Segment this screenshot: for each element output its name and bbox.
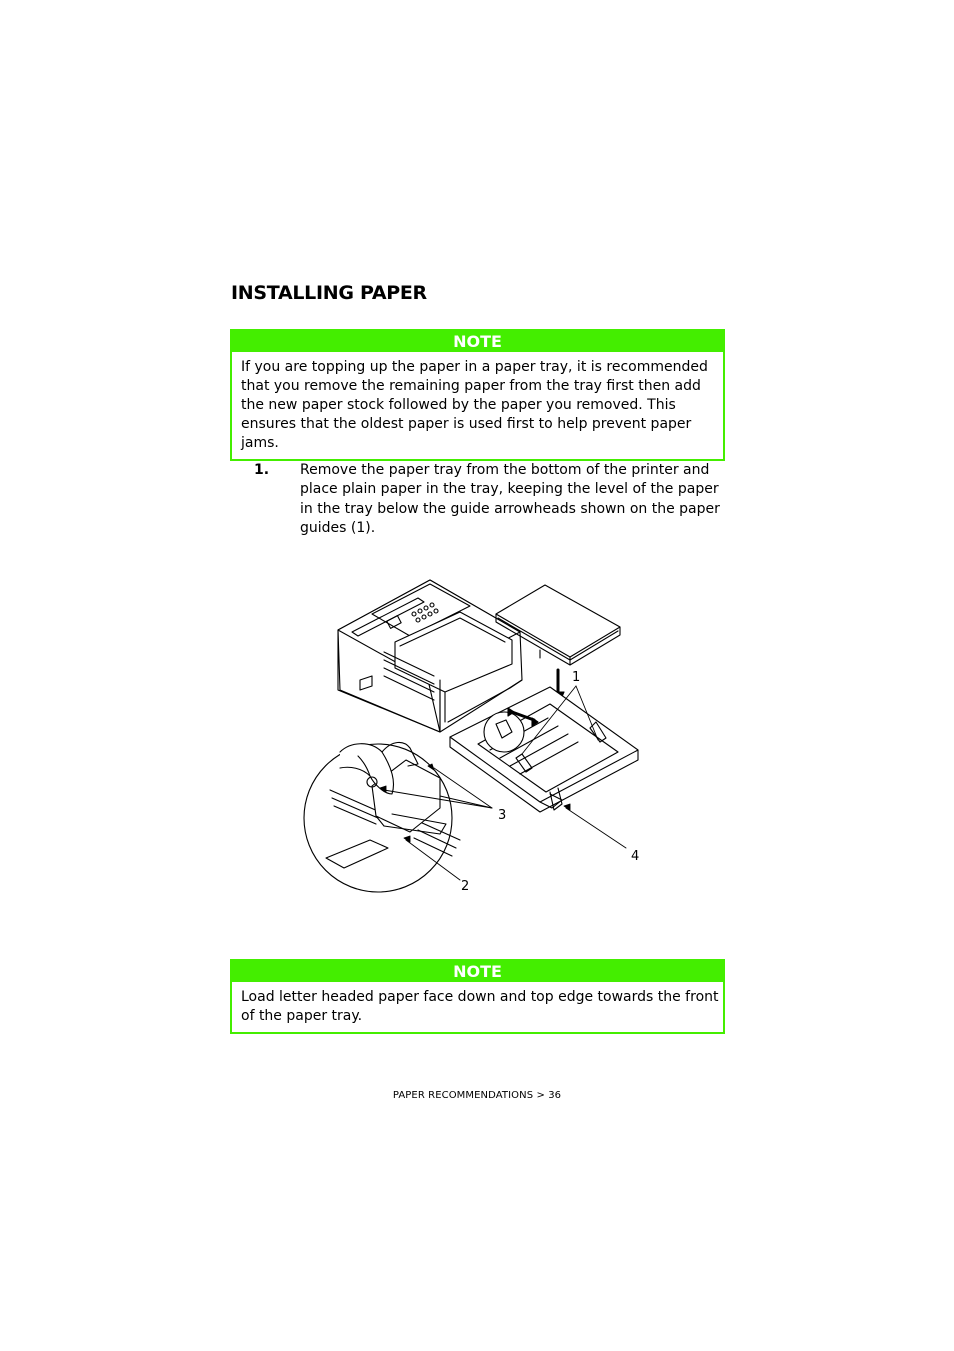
- page-footer: PAPER RECOMMENDATIONS > 36: [392, 1090, 562, 1101]
- page-title: INSTALLING PAPER: [231, 282, 427, 304]
- callout-3: 3: [498, 808, 507, 823]
- step-text: Remove the paper tray from the bottom of the printer and place plain paper in the tray, keeping the level of the paper in the tray below the guide arrowheads shown on the paper guides (1).: [300, 462, 720, 536]
- callout-2: 2: [461, 879, 470, 894]
- magnified-guide-illustration: [304, 742, 460, 892]
- note-header: NOTE: [232, 961, 723, 982]
- note-body: If you are topping up the paper in a paper tray, it is recommended that you remove the remaining paper from the tray first then add the new paper stock followed by the paper you removed. This ensures that the oldest paper is used first to help prevent paper jams.: [241, 359, 708, 451]
- note-body: Load letter headed paper face down and top edge towards the front of the paper tray.: [241, 989, 719, 1024]
- note-box-letterhead: [230, 959, 725, 1034]
- printer-illustration: [338, 580, 522, 732]
- callout-1: 1: [572, 670, 581, 685]
- note-box-topping-up: [230, 329, 725, 461]
- note-header: NOTE: [232, 331, 723, 352]
- step-number: 1.: [254, 462, 270, 478]
- paper-tray-illustration: [300, 572, 645, 897]
- callout-4: 4: [631, 849, 640, 864]
